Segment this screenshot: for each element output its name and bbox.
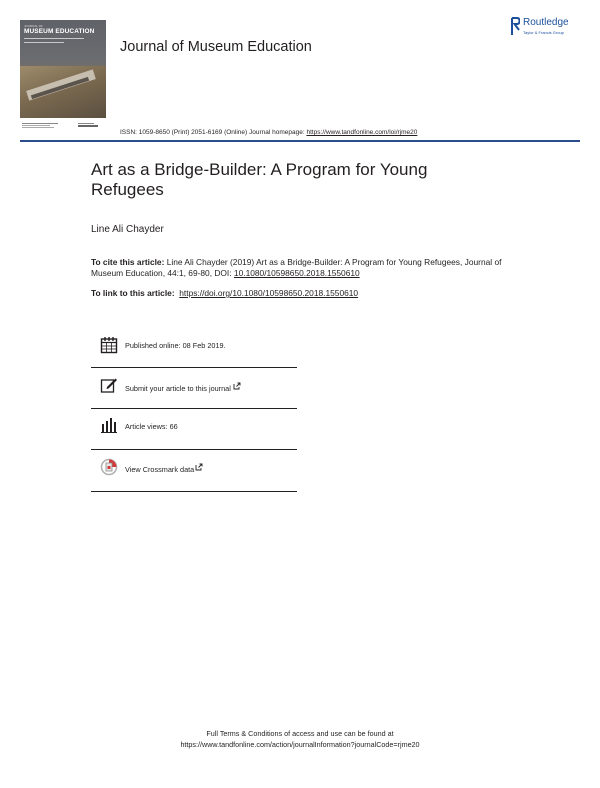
published-date: Published online: 08 Feb 2019. bbox=[125, 341, 226, 350]
cover-title: MUSEUM EDUCATION bbox=[24, 28, 95, 35]
info-divider bbox=[91, 367, 297, 368]
article-views: Article views: 66 bbox=[125, 422, 178, 431]
journal-title: Journal of Museum Education bbox=[120, 39, 312, 55]
external-link-icon bbox=[195, 463, 203, 471]
article-url-link[interactable]: https://doi.org/10.1080/10598650.2018.1550610 bbox=[179, 288, 359, 298]
cover-divider bbox=[24, 38, 84, 39]
footer bbox=[0, 728, 600, 750]
issn-text: ISSN: 1059-8650 (Print) 2051-6169 (Online) Journal homepage: bbox=[120, 129, 307, 136]
info-divider bbox=[91, 449, 297, 450]
cover-divider bbox=[24, 42, 64, 43]
publisher-name: Routledge bbox=[523, 17, 569, 28]
article-title: Art as a Bridge-Builder: A Program for Young Refugees bbox=[91, 160, 428, 199]
submit-article-label: Submit your article to this journal bbox=[125, 384, 231, 393]
info-divider bbox=[91, 408, 297, 409]
journal-cover-image bbox=[20, 20, 106, 118]
bar-chart-icon bbox=[100, 416, 118, 434]
article-link-label: To link to this article: bbox=[91, 288, 175, 298]
crossmark-label: View Crossmark data bbox=[125, 465, 195, 474]
edit-icon[interactable] bbox=[100, 376, 118, 394]
citation-label: To cite this article: bbox=[91, 257, 165, 267]
article-author: Line Ali Chayder bbox=[91, 224, 164, 235]
cover-small-logo bbox=[22, 122, 62, 128]
calendar-icon bbox=[100, 336, 118, 354]
journal-homepage-link[interactable]: https://www.tandfonline.com/loi/rjme20 bbox=[306, 129, 418, 136]
info-divider bbox=[91, 491, 297, 492]
doi-link[interactable]: 10.1080/10598650.2018.1550610 bbox=[233, 268, 360, 278]
cover-small-logo bbox=[78, 122, 100, 128]
crossmark-icon[interactable] bbox=[100, 458, 118, 476]
header-divider bbox=[20, 140, 580, 142]
citation-block bbox=[91, 257, 521, 279]
routledge-logo-icon bbox=[511, 17, 520, 36]
external-link-icon bbox=[233, 382, 241, 390]
publisher-subtitle: Taylor & Francis Group bbox=[523, 30, 564, 35]
cover-top-label: JOURNAL OF bbox=[24, 24, 43, 28]
submit-article-link[interactable] bbox=[125, 382, 241, 393]
article-link-line bbox=[91, 288, 358, 298]
issn-line bbox=[120, 129, 417, 136]
footer-terms-url[interactable]: https://www.tandfonline.com/action/journalInformation?journalCode=rjme20 bbox=[180, 740, 420, 749]
crossmark-link[interactable] bbox=[125, 463, 203, 474]
footer-terms-text: Full Terms & Conditions of access and use can be found at bbox=[206, 729, 394, 738]
citation-text: Line Ali Chayder (2019) Art as a Bridge-Builder: A Program for Young Refugees, Journal of Museum Education, 44:1, 69-80, DOI: bbox=[91, 257, 502, 278]
